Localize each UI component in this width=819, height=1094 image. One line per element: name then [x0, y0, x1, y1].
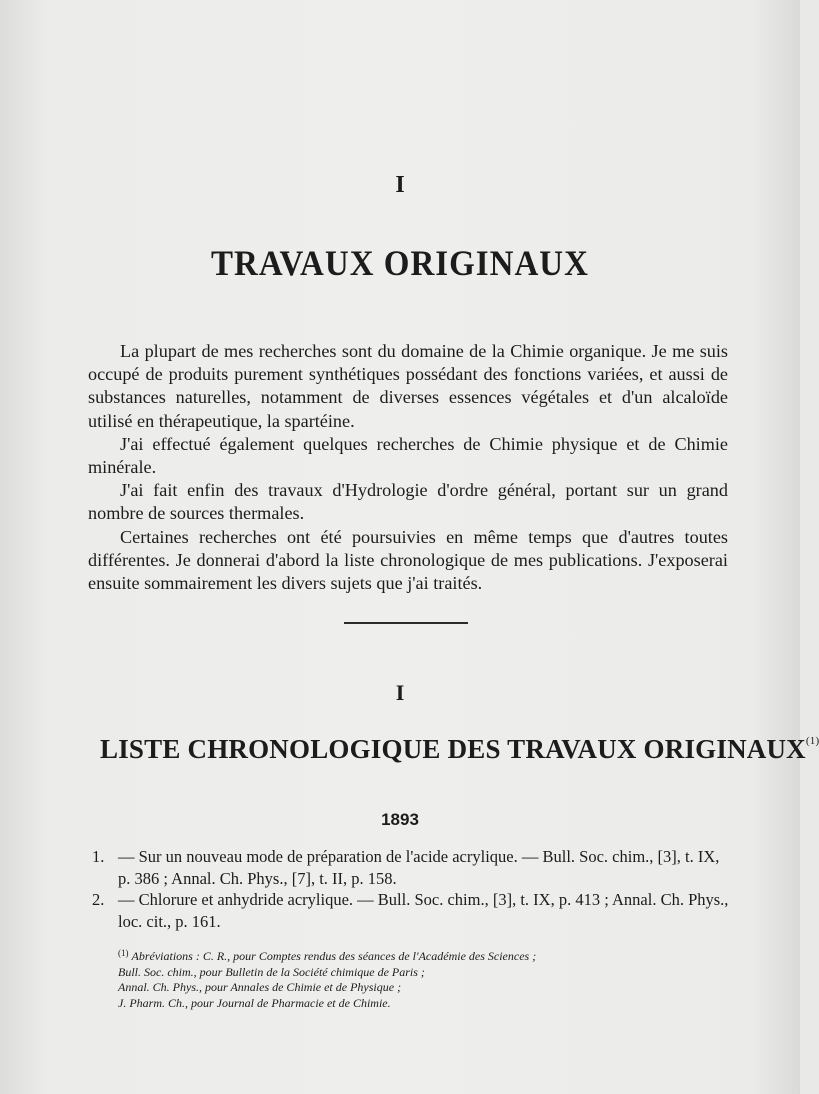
footnote-line: J. Pharm. Ch., pour Journal de Pharmacie et de Chimie. — [118, 995, 391, 1010]
intro-text — [88, 340, 728, 595]
section-title-text: LISTE CHRONOLOGIQUE DES TRAVAUX ORIGINAUX — [100, 734, 806, 764]
footnote-text: Abréviations : C. R., pour Comptes rendus des séances de l'Académie des Sciences ; — [131, 949, 537, 963]
intro-paragraph: Certaines recherches ont été poursuivies en même temps que d'autres toutes différentes. Je donnerai d'abord la liste chronologique de mes publications. J'exposerai ensuite sommairement les divers sujets que j'ai traités. — [88, 526, 728, 594]
intro-paragraph: La plupart de mes recherches sont du domaine de la Chimie organique. Je me suis occupé de produits purement synthétiques possédant des fonctions variées, et aussi de substances naturelles, notamment de diverses essences végétales et d'un alcaloïde utilisé en thérapeutique, la spartéine. — [88, 341, 728, 431]
year-heading: 1893 — [381, 810, 419, 829]
publication-entry — [92, 889, 732, 932]
entry-number: 1. — [92, 847, 105, 866]
footnote-marker: (1) — [118, 948, 129, 958]
chapter-number: I — [395, 172, 405, 198]
footnote — [118, 946, 718, 1011]
intro-paragraph: J'ai effectué également quelques recherches de Chimie physique et de Chimie minérale. — [88, 433, 728, 478]
publication-list — [92, 846, 732, 932]
entry-text: — Chlorure et anhydride acrylique. — Bull. Soc. chim., [3], t. IX, p. 413 ; Annal. Ch. Phys., loc. cit., p. 161. — [118, 890, 729, 931]
section-title — [100, 734, 819, 765]
footnote-line — [118, 946, 718, 965]
footnote-reference: (1) — [805, 735, 819, 747]
entry-text: — Sur un nouveau mode de préparation de l'acide acrylique. — Bull. Soc. chim., [3], t. IX, p. 386 ; Annal. Ch. Phys., [7], t. II, p. 158. — [118, 847, 720, 888]
chapter-title: TRAVAUX ORIGINAUX — [211, 244, 589, 284]
entry-number: 2. — [92, 890, 105, 909]
publication-entry — [92, 846, 732, 889]
intro-paragraph: J'ai fait enfin des travaux d'Hydrologie d'ordre général, portant sur un grand nombre de sources thermales. — [88, 480, 728, 524]
section-number: I — [395, 680, 405, 705]
footnote-line: Annal. Ch. Phys., pour Annales de Chimie et de Physique ; — [118, 980, 402, 994]
section-divider — [344, 622, 468, 624]
footnote-line: Bull. Soc. chim., pour Bulletin de la Société chimique de Paris ; — [118, 964, 425, 979]
